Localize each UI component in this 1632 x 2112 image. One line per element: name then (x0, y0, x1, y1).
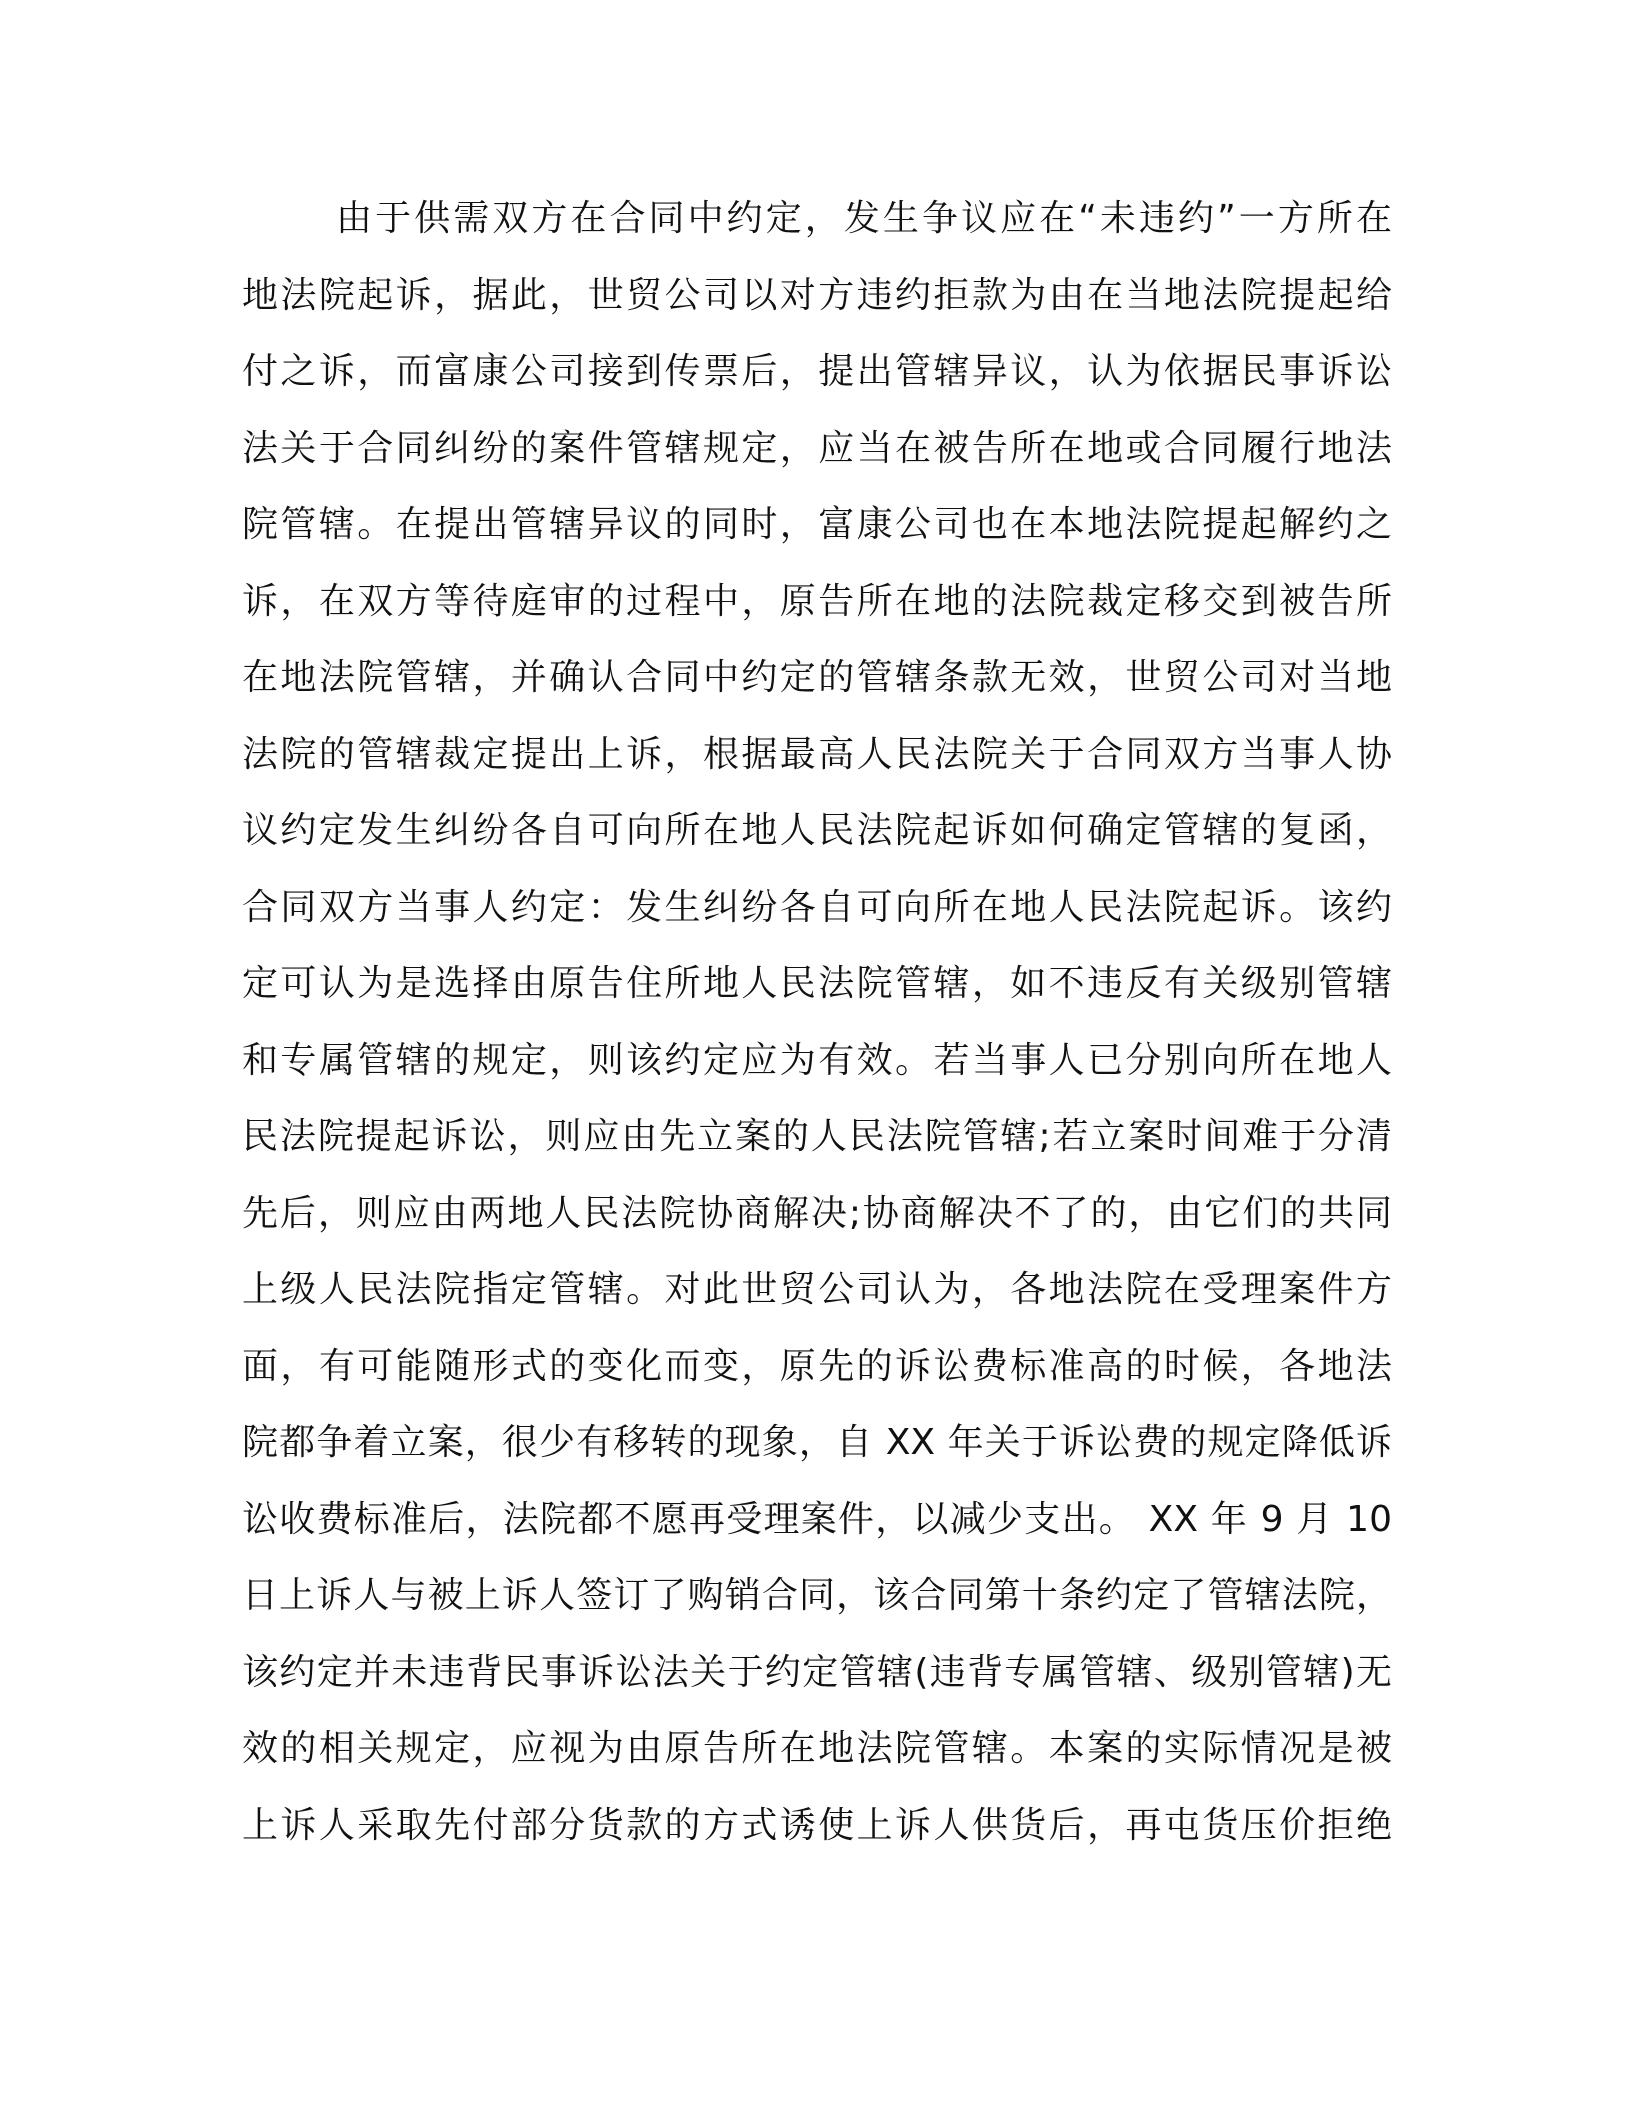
text-line: 合同双方当事人约定：发生纠纷各自可向所在地人民法院起诉。该约 (242, 886, 1392, 928)
text-line: 院都争着立案，很少有移转的现象，自 XX 年关于诉讼费的规定降低诉 (242, 1422, 1392, 1463)
text-line: 上级人民法院指定管辖。对此世贸公司认为，各地法院在受理案件方 (242, 1269, 1392, 1310)
text-line: 上诉人采取先付部分货款的方式诱使上诉人供货后，再屯货压价拒绝 (242, 1804, 1392, 1846)
text-line: 议约定发生纠纷各自可向所在地人民法院起诉如何确定管辖的复函， (242, 810, 1392, 851)
text-line: 法关于合同纠纷的案件管辖规定，应当在被告所在地或合同履行地法 (242, 427, 1392, 469)
text-line: 院管辖。在提出管辖异议的同时，富康公司也在本地法院提起解约之 (242, 504, 1392, 545)
body-paragraph (242, 188, 1392, 1871)
text-line: 先后，则应由两地人民法院协商解决;协商解决不了的，由它们的共同 (242, 1192, 1392, 1234)
text-line: 由于供需双方在合同中约定，发生争议应在“未违约”一方所在 (336, 198, 1392, 239)
text-line: 地法院起诉，据此，世贸公司以对方违约拒款为由在当地法院提起给 (242, 274, 1392, 316)
text-line: 日上诉人与被上诉人签订了购销合同，该合同第十条约定了管辖法院， (242, 1575, 1392, 1616)
text-line: 和专属管辖的规定，则该约定应为有效。若当事人已分别向所在地人 (242, 1039, 1392, 1081)
text-line: 效的相关规定，应视为由原告所在地法院管辖。本案的实际情况是被 (242, 1728, 1392, 1769)
text-line: 法院的管辖裁定提出上诉，根据最高人民法院关于合同双方当事人协 (242, 733, 1392, 775)
text-line: 在地法院管辖，并确认合同中约定的管辖条款无效，世贸公司对当地 (242, 657, 1392, 698)
text-line: 定可认为是选择由原告住所地人民法院管辖，如不违反有关级别管辖 (242, 963, 1392, 1004)
text-line: 该约定并未违背民事诉讼法关于约定管辖(违背专属管辖、级别管辖)无 (242, 1651, 1392, 1693)
text-line: 付之诉，而富康公司接到传票后，提出管辖异议，认为依据民事诉讼 (242, 351, 1392, 392)
text-line: 民法院提起诉讼，则应由先立案的人民法院管辖;若立案时间难于分清 (242, 1116, 1392, 1157)
text-line: 面，有可能随形式的变化而变，原先的诉讼费标准高的时候，各地法 (242, 1345, 1392, 1387)
text-line: 讼收费标准后，法院都不愿再受理案件，以减少支出。 XX 年 9 月 10 (242, 1498, 1392, 1540)
text-line: 诉，在双方等待庭审的过程中，原告所在地的法院裁定移交到被告所 (242, 580, 1392, 622)
